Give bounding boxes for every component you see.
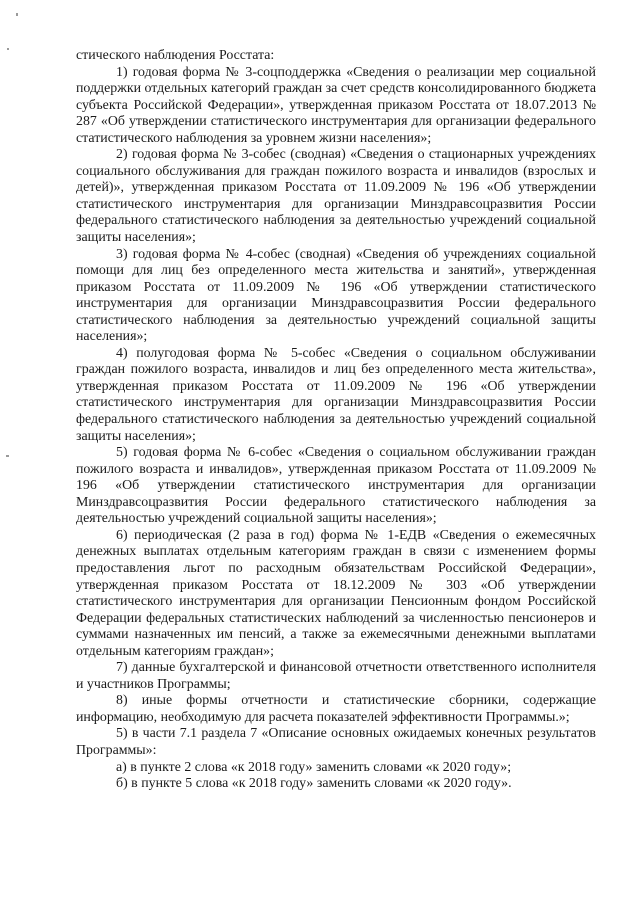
scan-speck-left-2 bbox=[6, 455, 9, 457]
scan-speck-top bbox=[16, 13, 18, 16]
paragraph-item-6: 6) периодическая (2 раза в год) форма № 1-ЕДВ «Сведения о ежемесячных денежных выплатах отдельным категориям граждан в связи с изменением формы предоставления льгот по расходным обязательствам Российской Федерации», утвержденная приказом Росстата от 18.12.2009 № 303 «Об утверждении статистического инструментария для организации Пенсионным фондом Российской Федерации федеральных статистических наблюдений за численностью пенсионеров и суммами назначенных им пенсий, а также за ежемесячными денежными выплатами отдельным категориям граждан»; bbox=[76, 527, 596, 659]
paragraph-item-2: 2) годовая форма № 3-собес (сводная) «Сведения о стационарных учреждениях социального обслуживания для граждан пожилого возраста и инвалидов (взрослых и детей)», утвержденная приказом Росстата от 11.09.2009 № 196 «Об утверждении статистического инструментария для организации Минздравсоцразвития России федерального статистического наблюдения за деятельностью учреждений социальной защиты населения»; bbox=[76, 147, 596, 246]
paragraph-item-4: 4) полугодовая форма № 5-собес «Сведения о социальном обслуживании граждан пожилого возраста, инвалидов и лиц без определенного места жительства», утвержденная приказом Росстата от 11.09.2009 № 196 «Об утверждении статистического инструментария для организации Минздравсоцразвития России федерального статистического наблюдения за деятельностью учреждений социальной защиты населения»; bbox=[76, 345, 596, 444]
paragraph-subitem-b: б) в пункте 5 слова «к 2018 году» заменить словами «к 2020 году». bbox=[116, 776, 512, 792]
paragraph-subitem-a: а) в пункте 2 слова «к 2018 году» заменить словами «к 2020 году»; bbox=[116, 759, 512, 775]
scan-speck-left-1 bbox=[7, 48, 9, 50]
paragraph-continuation: стического наблюдения Росстата: bbox=[76, 48, 275, 63]
paragraph-item-7: 7) данные бухгалтерской и финансовой отчетности ответственного исполнителя и участников Программы; bbox=[76, 660, 596, 692]
paragraph-item-8: 8) иные формы отчетности и статистические сборники, содержащие информацию, необходимую для расчета показателей эффективности Программы.»; bbox=[76, 693, 596, 725]
document-body bbox=[76, 48, 596, 793]
paragraph-item-1: 1) годовая форма № 3-соцподдержка «Сведения о реализации мер социальной поддержки отдельных категорий граждан за счет средств консолидированного бюджета субъекта Российской Федерации», утвержденная приказом Росстата от 18.07.2013 № 287 «Об утверждении статистического инструментария для организации федерального статистического наблюдения за уровнем жизни населения»; bbox=[76, 64, 596, 146]
paragraph-item-5: 5) годовая форма № 6-собес «Сведения о социальном обслуживании граждан пожилого возраста и инвалидов», утвержденная приказом Росстата от 11.09.2009 № 196 «Об утверждении статистического инструментария для организации Минздравсоцразвития России федерального статистического наблюдения за деятельностью учреждений социальной защиты населения»; bbox=[76, 445, 596, 527]
paragraph-section-7-1: 5) в части 7.1 раздела 7 «Описание основных ожидаемых конечных результатов Программы»: bbox=[76, 726, 596, 758]
paragraph-item-3: 3) годовая форма № 4-собес (сводная) «Сведения об учреждениях социальной помощи для лиц без определенного места жительства и занятий», утвержденная приказом Росстата от 11.09.2009 № 196 «Об утверждении статистического инструментария для организации Минздравсоцразвития России федерального статистического наблюдения за деятельностью учреждений социальной защиты населения»; bbox=[76, 246, 596, 345]
